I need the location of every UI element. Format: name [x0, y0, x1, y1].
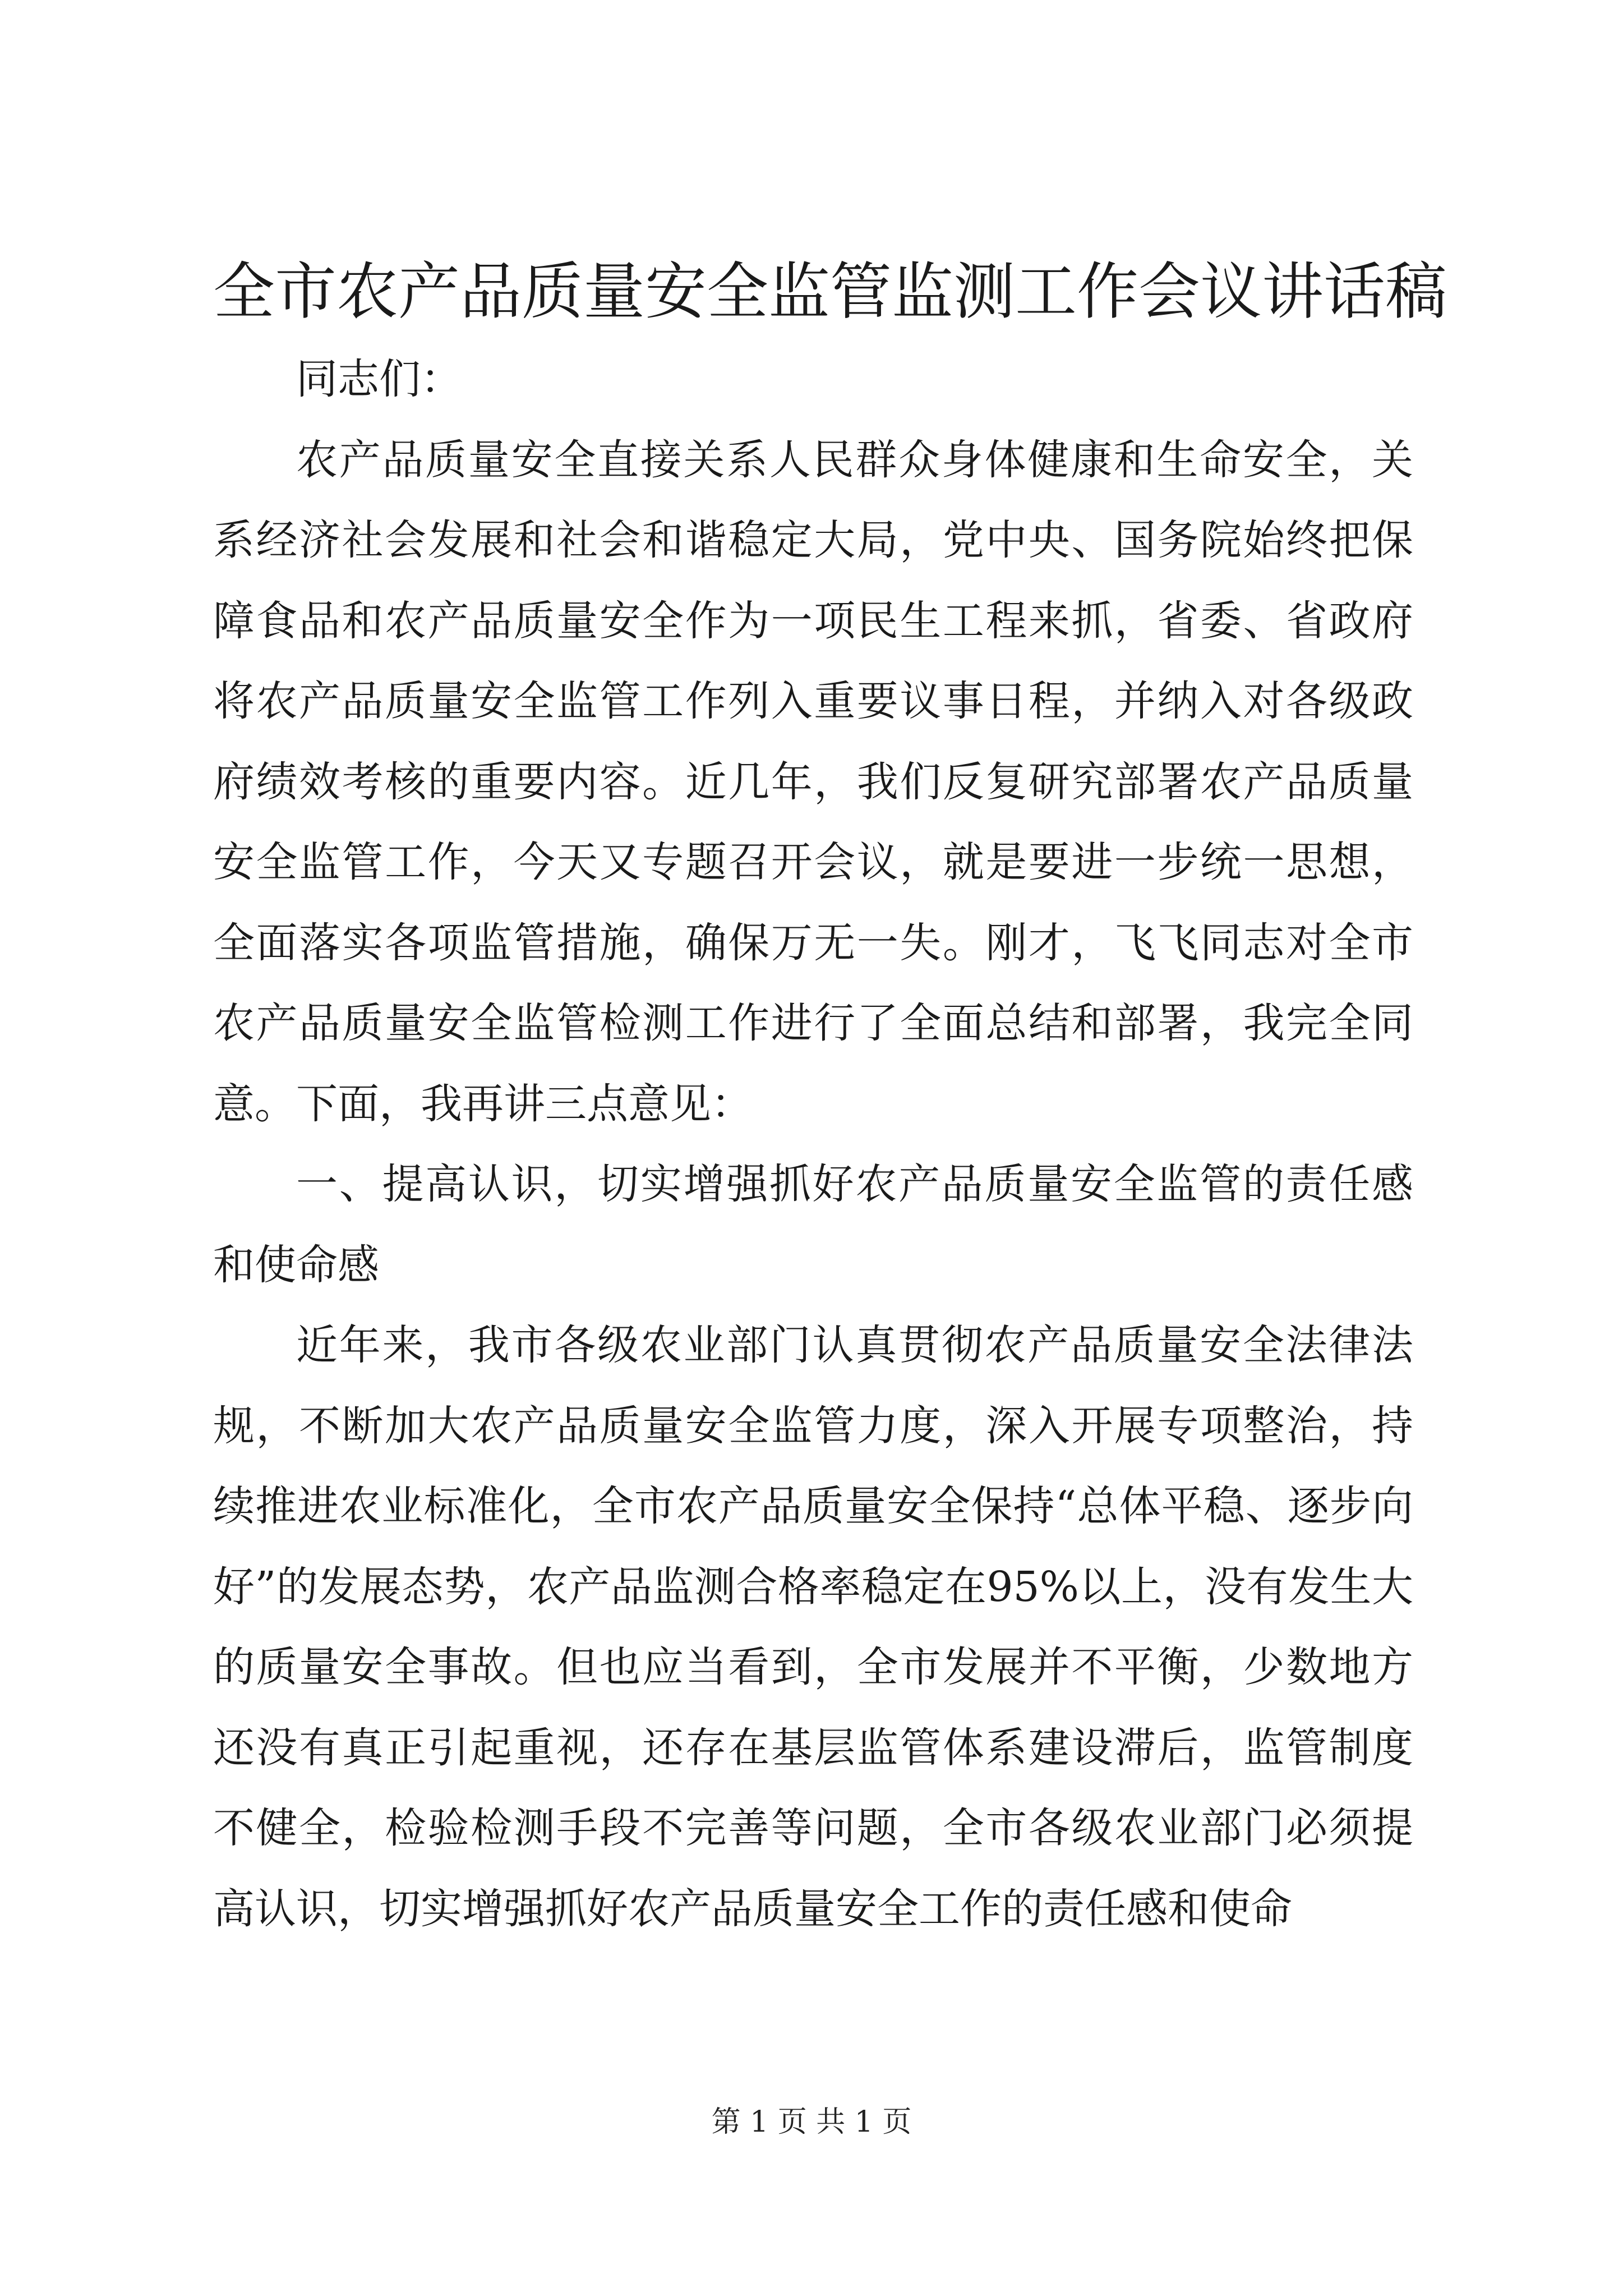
document-title: 全市农产品质量安全监管监测工作会议讲话稿: [213, 256, 1447, 328]
body-paragraph: 近年来，我市各级农业部门认真贯彻农产品质量安全法律法规，不断加大农产品质量安全监管力度，深入开展专项整治，持续推进农业标准化，全市农产品质量安全保持“总体平稳、逐步向好”的发展态势，农产品监测合格率稳定在95%以上，没有发生大的质量安全事故。但也应当看到，全市发展并不平衡，少数地方还没有真正引起重视，还存在基层监管体系建设滞后，监管制度不健全，检验检测手段不完善等问题，全市各级农业部门必须提高认识，切实增强抓好农产品质量安全工作的责任感和使命: [213, 1321, 1413, 1933]
section-heading: 一、提高认识，切实增强抓好农产品质量安全监管的责任感和使命感: [213, 1160, 1413, 1289]
page-footer: 第 1 页 共 1 页: [711, 2105, 912, 2139]
salutation: 同志们：: [296, 355, 462, 403]
body-paragraph: 农产品质量安全直接关系人民群众身体健康和生命安全，关系经济社会发展和社会和谐稳定大局，党中央、国务院始终把保障食品和农产品质量安全作为一项民生工程来抓，省委、省政府将农产品质量安全监管工作列入重要议事日程，并纳入对各级政府绩效考核的重要内容。近几年，我们反复研究部署农产品质量安全监管工作，今天又专题召开会议，就是要进一步统一思想，全面落实各项监管措施，确保万无一失。刚才，飞飞同志对全市农产品质量安全监管检测工作进行了全面总结和部署，我完全同意。下面，我再讲三点意见：: [213, 435, 1413, 1128]
document-body: [213, 339, 1413, 1949]
